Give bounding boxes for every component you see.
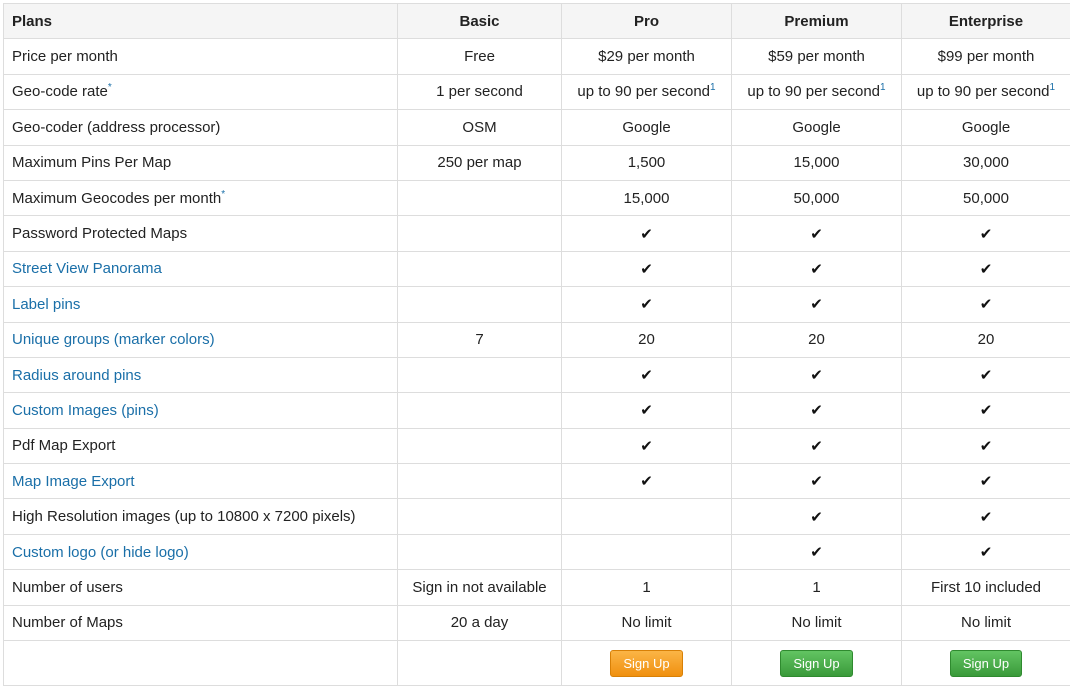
plan-cell-basic — [398, 39, 562, 74]
feature-label: High Resolution images (up to 10800 x 7200 pixels) — [12, 508, 356, 526]
feature-label-cell — [4, 322, 398, 357]
feature-label-cell — [4, 357, 398, 392]
plan-cell-enterprise — [902, 570, 1070, 605]
cell-value: 20 — [638, 331, 655, 349]
plan-cell-premium — [732, 428, 902, 463]
plan-cell-pro — [562, 110, 732, 145]
plan-cell-basic — [398, 393, 562, 428]
cell-value: up to 90 per second — [577, 83, 711, 101]
feature-label-cell — [4, 39, 398, 74]
feature-label-cell — [4, 499, 398, 534]
feature-link[interactable]: Custom Images (pins) — [12, 401, 159, 419]
plan-cell-enterprise — [902, 287, 1070, 322]
feature-label: Number of Maps — [12, 614, 123, 632]
checkmark-icon: ✔ — [810, 367, 823, 385]
plan-header-enterprise: Enterprise — [902, 4, 1070, 39]
cell-value: First 10 included — [930, 578, 1042, 596]
plan-cell-enterprise — [902, 39, 1070, 74]
cell-value: No limit — [960, 614, 1011, 632]
feature-row — [4, 287, 1070, 322]
plan-cell-premium — [732, 216, 902, 251]
plan-cell-enterprise — [902, 393, 1070, 428]
checkmark-icon: ✔ — [810, 402, 823, 420]
feature-row — [4, 180, 1070, 215]
plan-cell-premium — [732, 357, 902, 392]
cell-value: up to 90 per second — [747, 83, 881, 101]
plan-cell-pro — [562, 322, 732, 357]
feature-label: Number of users — [12, 578, 123, 596]
plan-cell-pro — [562, 180, 732, 215]
cell-value: up to 90 per second — [916, 83, 1050, 101]
plan-cell-pro — [562, 428, 732, 463]
plan-cell-premium — [732, 322, 902, 357]
footnote-marker: * — [221, 188, 226, 200]
feature-label-cell — [4, 180, 398, 215]
plan-cell-pro — [562, 251, 732, 286]
checkmark-icon: ✔ — [979, 508, 993, 526]
feature-link[interactable]: Unique groups (marker colors) — [12, 331, 215, 349]
plan-cell-basic — [398, 357, 562, 392]
plan-cell-basic — [398, 110, 562, 145]
cell-value: 15,000 — [623, 189, 670, 207]
plan-cell-basic — [398, 570, 562, 605]
plan-cell-pro — [562, 74, 732, 109]
feature-label-cell — [4, 605, 398, 640]
feature-label-cell — [4, 74, 398, 109]
plan-cell-basic — [398, 74, 562, 109]
plan-cell-premium — [732, 570, 902, 605]
signup-cell-enterprise — [902, 641, 1070, 686]
plan-header-premium: Premium — [732, 4, 902, 39]
feature-label-cell — [4, 145, 398, 180]
cell-value: Google — [961, 118, 1011, 136]
signup-row-empty-label — [4, 641, 398, 686]
plan-cell-premium — [732, 74, 902, 109]
plan-cell-pro — [562, 534, 732, 569]
feature-label: Geo-code rate — [12, 83, 108, 101]
checkmark-icon: ✔ — [979, 544, 993, 562]
plan-cell-pro — [562, 605, 732, 640]
plan-header-pro: Pro — [562, 4, 732, 39]
plan-cell-premium — [732, 39, 902, 74]
plan-cell-basic — [398, 145, 562, 180]
feature-row — [4, 357, 1070, 392]
cell-value: 20 — [977, 331, 995, 349]
plan-cell-premium — [732, 180, 902, 215]
plan-cell-enterprise — [902, 216, 1070, 251]
feature-label: Maximum Geocodes per month — [12, 189, 222, 207]
checkmark-icon: ✔ — [979, 437, 993, 455]
plan-header-basic: Basic — [398, 4, 562, 39]
feature-label-cell — [4, 110, 398, 145]
plan-cell-pro — [562, 499, 732, 534]
plan-cell-enterprise — [902, 251, 1070, 286]
cell-value: 50,000 — [963, 189, 1009, 207]
feature-label-cell — [4, 287, 398, 322]
feature-link[interactable]: Map Image Export — [12, 472, 135, 490]
plan-cell-pro — [562, 39, 732, 74]
plan-cell-enterprise — [902, 605, 1070, 640]
feature-row — [4, 428, 1070, 463]
feature-label-cell — [4, 393, 398, 428]
cell-value: 1 per second — [436, 83, 523, 101]
plan-cell-premium — [732, 393, 902, 428]
feature-label-cell — [4, 251, 398, 286]
plan-cell-premium — [732, 251, 902, 286]
cell-value: 1 — [642, 578, 651, 596]
feature-link[interactable]: Street View Panorama — [12, 260, 162, 278]
plan-cell-pro — [562, 145, 732, 180]
plan-cell-basic — [398, 464, 562, 499]
plan-cell-enterprise — [902, 357, 1070, 392]
feature-label-cell — [4, 216, 398, 251]
cell-value: 30,000 — [963, 154, 1009, 172]
checkmark-icon: ✔ — [640, 296, 653, 314]
cell-value: Sign in not available — [412, 578, 547, 596]
feature-label-cell — [4, 570, 398, 605]
checkmark-icon: ✔ — [640, 367, 653, 385]
cell-value: Free — [464, 48, 495, 66]
cell-value: $29 per month — [598, 48, 695, 66]
plan-cell-pro — [562, 570, 732, 605]
feature-row — [4, 322, 1070, 357]
checkmark-icon: ✔ — [640, 402, 653, 420]
feature-row — [4, 145, 1070, 180]
plan-cell-pro — [562, 357, 732, 392]
plan-cell-premium — [732, 499, 902, 534]
signup-row — [4, 641, 1070, 686]
cell-value: 20 a day — [450, 614, 509, 632]
checkmark-icon: ✔ — [640, 225, 653, 243]
plan-cell-enterprise — [902, 464, 1070, 499]
feature-row — [4, 74, 1070, 109]
plan-cell-pro — [562, 393, 732, 428]
feature-link[interactable]: Custom logo (or hide logo) — [12, 543, 189, 561]
signup-cell-basic — [398, 641, 562, 686]
signup-cell-premium — [732, 641, 902, 686]
checkmark-icon: ✔ — [810, 296, 823, 314]
plan-cell-enterprise — [902, 322, 1070, 357]
plan-cell-basic — [398, 605, 562, 640]
plan-cell-pro — [562, 464, 732, 499]
feature-label-cell — [4, 428, 398, 463]
feature-row — [4, 216, 1070, 251]
feature-label-cell — [4, 464, 398, 499]
checkmark-icon: ✔ — [640, 260, 653, 278]
checkmark-icon: ✔ — [640, 437, 653, 455]
feature-label-cell — [4, 534, 398, 569]
checkmark-icon: ✔ — [640, 473, 653, 491]
footnote-marker: 1 — [1049, 82, 1056, 94]
cell-value: 1,500 — [627, 154, 666, 172]
cell-value: Google — [792, 118, 841, 136]
plans-comparison-table — [3, 3, 1070, 686]
signup-cell-pro — [562, 641, 732, 686]
checkmark-icon: ✔ — [979, 260, 993, 278]
feature-row — [4, 605, 1070, 640]
plan-cell-enterprise — [902, 499, 1070, 534]
feature-row — [4, 499, 1070, 534]
checkmark-icon: ✔ — [810, 508, 823, 526]
plan-cell-premium — [732, 287, 902, 322]
checkmark-icon: ✔ — [810, 225, 823, 243]
cell-value: No limit — [621, 614, 672, 632]
footnote-marker: * — [107, 82, 112, 94]
feature-row — [4, 393, 1070, 428]
checkmark-icon: ✔ — [979, 367, 993, 385]
feature-label: Price per month — [12, 48, 118, 66]
plan-cell-enterprise — [902, 180, 1070, 215]
plan-cell-basic — [398, 287, 562, 322]
plan-cell-enterprise — [902, 428, 1070, 463]
plan-cell-enterprise — [902, 534, 1070, 569]
checkmark-icon: ✔ — [979, 296, 993, 314]
feature-row — [4, 570, 1070, 605]
feature-label: Password Protected Maps — [12, 225, 188, 243]
enterprise-signup-button[interactable]: Sign Up — [950, 650, 1022, 677]
feature-link[interactable]: Label pins — [12, 295, 81, 313]
feature-row — [4, 251, 1070, 286]
feature-label: Geo-coder (address processor) — [12, 118, 221, 136]
plan-cell-basic — [398, 180, 562, 215]
plan-cell-premium — [732, 145, 902, 180]
checkmark-icon: ✔ — [979, 402, 993, 420]
feature-link[interactable]: Radius around pins — [12, 366, 142, 384]
cell-value: 50,000 — [793, 189, 840, 207]
checkmark-icon: ✔ — [810, 473, 823, 491]
feature-label: Pdf Map Export — [12, 437, 116, 455]
feature-row — [4, 39, 1070, 74]
plan-cell-basic — [398, 534, 562, 569]
footnote-marker: 1 — [710, 82, 716, 94]
plan-cell-premium — [732, 110, 902, 145]
footnote-marker: 1 — [880, 82, 886, 94]
plan-cell-enterprise — [902, 74, 1070, 109]
cell-value: 250 per map — [437, 154, 522, 172]
checkmark-icon: ✔ — [810, 437, 823, 455]
plan-cell-enterprise — [902, 145, 1070, 180]
plan-cell-basic — [398, 216, 562, 251]
feature-row — [4, 534, 1070, 569]
cell-value: 7 — [475, 331, 484, 349]
plan-cell-basic — [398, 251, 562, 286]
plan-cell-basic — [398, 322, 562, 357]
plan-cell-basic — [398, 499, 562, 534]
cell-value: Google — [622, 118, 671, 136]
checkmark-icon: ✔ — [979, 225, 993, 243]
pro-signup-button[interactable]: Sign Up — [610, 650, 682, 677]
plan-cell-premium — [732, 464, 902, 499]
checkmark-icon: ✔ — [810, 260, 823, 278]
header-row — [4, 4, 1070, 39]
cell-value: OSM — [462, 118, 497, 136]
plan-cell-premium — [732, 605, 902, 640]
plan-cell-pro — [562, 216, 732, 251]
feature-row — [4, 464, 1070, 499]
checkmark-icon: ✔ — [810, 544, 823, 562]
premium-signup-button[interactable]: Sign Up — [780, 650, 852, 677]
cell-value: $99 per month — [937, 48, 1035, 66]
cell-value: No limit — [791, 614, 842, 632]
plan-cell-enterprise — [902, 110, 1070, 145]
cell-value: $59 per month — [768, 48, 865, 66]
plan-cell-premium — [732, 534, 902, 569]
plans-header: Plans — [4, 4, 398, 39]
feature-row — [4, 110, 1070, 145]
plan-cell-pro — [562, 287, 732, 322]
plan-cell-basic — [398, 428, 562, 463]
cell-value: 20 — [808, 331, 825, 349]
checkmark-icon: ✔ — [979, 473, 993, 491]
feature-label: Maximum Pins Per Map — [12, 154, 172, 172]
cell-value: 1 — [812, 578, 821, 596]
cell-value: 15,000 — [793, 154, 840, 172]
